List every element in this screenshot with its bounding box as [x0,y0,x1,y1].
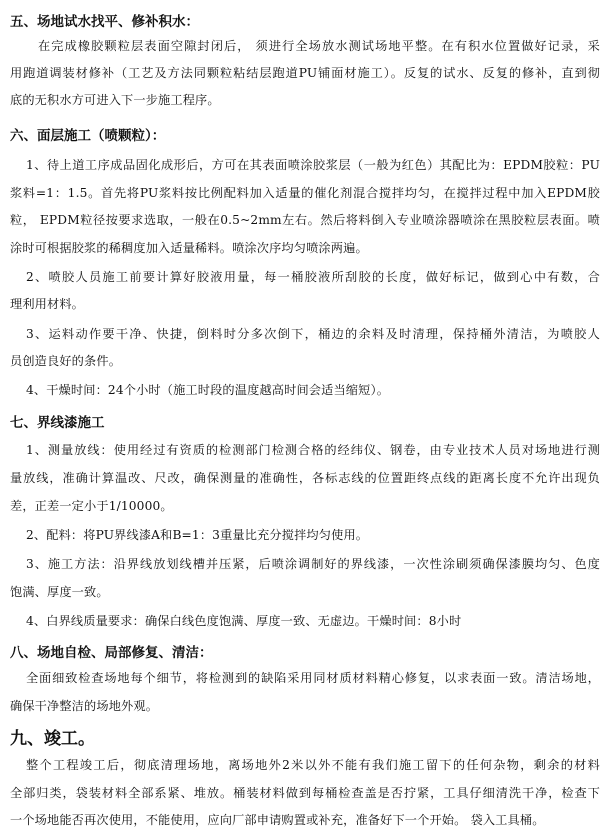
section-6-line-9: 4、干燥时间：24个小时（施工时段的温度越高时间会适当缩短）。 [26,383,390,397]
section-6-line-3: 粒， EPDM粒径按要求选取，一般在0.5~2mm左右。然后将料倒入专业喷涂器喷涂在黑胶粒层表面。喷 [10,213,600,227]
section-6-line-7: 3、运料动作要干净、快捷，倒料时分多次倒下，桶边的余料及时清理，保持桶外清洁，为喷胶人 [26,327,600,341]
section-7-line-3: 差，正差一定小于1/10000。 [10,499,173,513]
section-6-line-5: 2、喷胶人员施工前要计算好胶液用量，每一桶胶液所刮胶的长度，做好标记，做到心中有数，合 [26,270,600,284]
section-9-heading: 九、竣工。 [10,729,95,749]
section-7-line-2: 量放线，准确计算温改、尺改，确保测量的准确性，各标志线的位置距终点线的距离长度不允许出现负 [10,471,600,485]
section-6-line-8: 员创造良好的条件。 [10,354,122,368]
section-9-line-3: 一个场地能否再次使用，不能使用，应向厂部申请购置或补充，准备好下一个开始。 袋入工具桶。 [10,813,545,827]
section-5-line-2: 用跑道调装材修补（工艺及方法同颗粒粘结层跑道PU铺面材施工）。反复的试水、反复的修补，直到彻 [10,66,600,80]
section-7-line-1: 1、测量放线：使用经过有资质的检测部门检测合格的经纬仪、钢卷，由专业技术人员对场地进行测 [26,443,600,457]
section-7-line-6: 饱满、厚度一致。 [10,585,109,599]
section-7-heading: 七、界线漆施工 [10,415,105,431]
section-7-line-4: 2、配料：将PU界线漆A和B=1：3重量比充分搅拌均匀使用。 [26,528,369,542]
section-6-heading: 六、面层施工（喷颗粒）： [10,128,166,144]
section-5-line-3: 底的无积水方可进入下一步施工程序。 [10,93,220,107]
section-7-line-7: 4、白界线质量要求：确保白线色度饱满、厚度一致、无虚边。干燥时间：8小时 [26,614,462,628]
section-8-heading: 八、场地自检、局部修复、清洁： [10,645,213,661]
section-6-line-4: 涂时可根据胶浆的稀稠度加入适量稀料。喷涂次序均匀喷涂两遍。 [10,241,368,255]
section-9-line-1: 整个工程竣工后，彻底清理场地，离场地外2米以外不能有我们施工留下的任何杂物，剩余的材料 [26,758,600,772]
section-8-line-2: 确保干净整洁的场地外观。 [10,699,159,713]
section-6-line-2: 浆料=1：1.5。首先将PU浆料按比例配料加入适量的催化剂混合搅拌均匀，在搅拌过程中加入EPDM胶 [10,186,600,200]
section-8-line-1: 全面细致检查场地每个细节，将检测到的缺陷采用同材质材料精心修复，以求表面一致。清洁场地， [26,671,600,685]
section-6-line-6: 理利用材料。 [10,297,85,311]
section-5-heading: 五、场地试水找平、修补积水： [10,14,199,30]
section-5-line-1: 在完成橡胶颗粒层表面空隙封闭后， 须进行全场放水测试场地平整。在有积水位置做好记录，采 [38,39,600,53]
section-9-line-2: 全部归类，袋装材料全部系紧、堆放。桶装材料做到每桶检查盖是否拧紧，工具仔细清洗干净，检查下 [10,786,600,800]
section-7-line-5: 3、施工方法：沿界线放划线槽并压紧，后喷涂调制好的界线漆，一次性涂刷须确保漆膜均匀、色度 [26,557,600,571]
section-6-line-1: 1、待上道工序成品固化成形后，方可在其表面喷涂胶浆层（一般为红色）其配比为：EPDM胶粒：PU [26,158,600,172]
